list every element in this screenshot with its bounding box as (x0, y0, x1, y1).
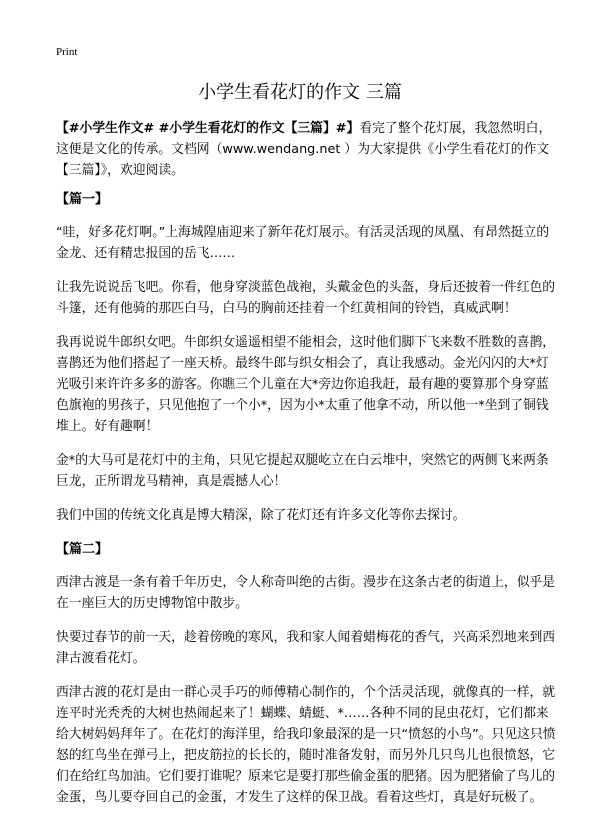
print-label: Print (56, 46, 78, 58)
intro-tags: 【#小学生作文# #小学生看花灯的作文【三篇】#】 (56, 121, 360, 136)
intro-paragraph (56, 118, 556, 181)
paragraph: “哇，好多花灯啊。”上海城隍庙迎来了新年花灯展示。有活灵活现的凤凰、有昂然挺立的金龙、还有精忠报国的岳飞…… (56, 225, 550, 261)
paragraph: 让我先说说岳飞吧。你看，他身穿淡蓝色战袍，头戴金色的头盔，身后还披着一件红色的斗篷，还有他骑的那匹白马，白马的胸前还挂着一个红黄相间的铃铛，真威武啊！ (56, 280, 556, 316)
section-heading: 【篇一】 (56, 192, 109, 207)
intro-text: 看完了整个花灯展，我忽然明白，这便是文化的传承。文档网（www.wendang.net ）为大家提供《小学生看花灯的作文【三篇】》，欢迎阅读。 (56, 121, 552, 178)
document-title: 小学生看花灯的作文 三篇 (198, 82, 402, 103)
paragraph: 西津古渡的花灯是由一群心灵手巧的师傅精心制作的，个个活灵活现，就像真的一样，就连平时光秃秃的大树也热闹起来了！蝴蝶、蜻蜓、*……各种不同的昆虫花灯，它们都来给大树妈妈拜年了。在花灯的海洋里，给我印象最深的是一只“愤怒的小鸟”。只见这只愤怒的红鸟坐在弹弓上，把皮筋拉的长长的，随时准备发射，而另外几只鸟儿也很愤怒，它们在给红鸟加油。它们要打谁呢？原来它是要打那些偷金蛋的肥猪。因为肥猪偷了鸟儿的金蛋，鸟儿要夺回自己的金蛋，才发生了这样的保卫战。看着这些灯，真是好玩极了。 (56, 685, 556, 805)
paragraph: 我们中国的传统文化真是博大精深，除了花灯还有许多文化等你去探讨。 (56, 508, 466, 523)
paragraph: 金*的大马可是花灯中的主角，只见它提起双腿屹立在白云堆中，突然它的两侧飞来两条巨龙，正所谓龙马精神，真是震撼人心！ (56, 453, 549, 489)
section-heading: 【篇二】 (56, 542, 109, 557)
section-2 (56, 539, 556, 808)
paragraph: 西津古渡是一条有着千年历史，令人称奇叫绝的古街。漫步在这条古老的街道上，似乎是在一座巨大的历史博物馆中散步。 (56, 575, 556, 611)
document-body (56, 118, 556, 821)
paragraph: 我再说说牛郎织女吧。牛郎织女遥遥相望不能相会，这时他们脚下飞来数不胜数的喜鹊，喜鹊还为他们搭起了一座天桥。最终牛郎与织女相会了，真让我感动。金光闪闪的大*灯光吸引来许许多多的游客。你瞧三个儿童在大*旁边你追我赶，最有趣的要算那个身穿蓝色旗袍的男孩子，只见他抱了一个小*，因为小*太重了他拿不动，所以他一*坐到了铜钱堆上。好有趣啊！ (56, 335, 556, 434)
paragraph: 快要过春节的前一天，趁着傍晚的寒风，我和家人闻着蜡梅花的香气，兴高采烈地来到西津古渡看花灯。 (56, 630, 556, 666)
section-1 (56, 189, 556, 526)
